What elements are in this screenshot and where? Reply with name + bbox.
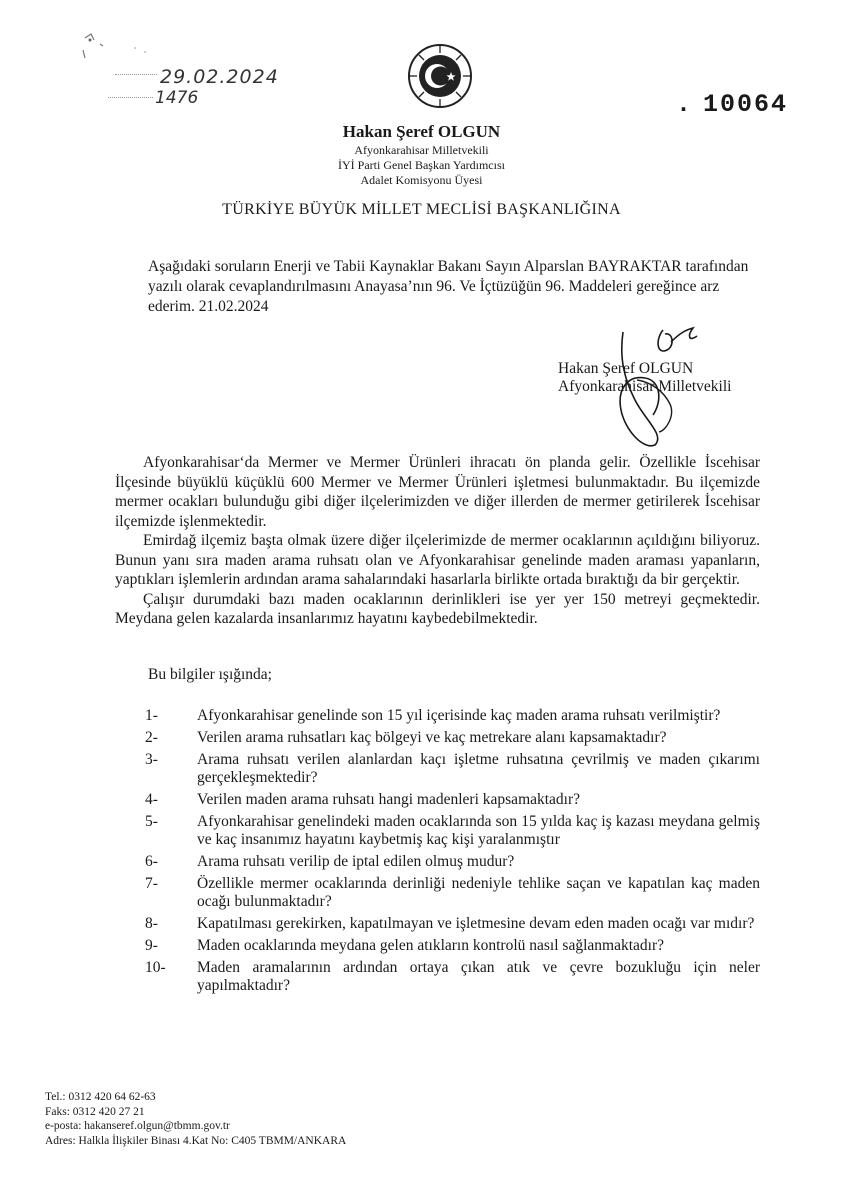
question-item	[115, 751, 760, 787]
sender-title-2: İYİ Parti Genel Başkan Yardımcısı	[338, 158, 505, 172]
question-item	[115, 959, 760, 995]
body-paragraph: Emirdağ ilçemiz başta olmak üzere diğer ilçelerimizde de mermer ocaklarının açıldığını biliyoruz. Bunun yanı sıra maden arama ruhsatı olan ve Afyonkarahisar genelinde maden araması yapanların, yaptıkları işlemlerin ardından arama sahalarındaki hasarlarla birlikte ortada bıraktığı da bir gerçektir.	[115, 532, 760, 588]
body-paragraph: Çalışır durumdaki bazı maden ocaklarının derinlikleri ise yer yer 150 metreyi geçmektedir. Meydana gelen kazalarda insanlarımız hayatını kaybedebilmektedir.	[115, 590, 760, 627]
question-item	[115, 915, 760, 933]
footer-phone: Tel.: 0312 420 64 62-63	[45, 1091, 156, 1103]
question-text: Afyonkarahisar genelinde son 15 yıl içerisinde kaç maden arama ruhsatı verilmiştir?	[197, 707, 721, 724]
questions-list	[115, 707, 760, 999]
body-paragraph: Afyonkarahisar‘da Mermer ve Mermer Ürünleri ihracatı ön planda gelir. Özellikle İscehisar İlçesinde büyüklü küçüklü 600 Mermer ve Mermer Ürünleri işletmesi bulunmaktadır. Bu ilçemizde mermer ocakları bulunduğu gibi diğer ilçelerimizden ve diğer illerden de mermer getirilerek İscehisar ilçemizde işlenmektedir.	[115, 454, 760, 530]
handwritten-signature	[575, 320, 725, 450]
question-number: 6-	[145, 853, 158, 870]
question-text: Arama ruhsatı verilip de iptal edilen olmuş mudur?	[197, 853, 515, 870]
question-number: 2-	[145, 729, 158, 746]
question-text: Maden aramalarının ardından ortaya çıkan atık ve çevre bozukluğu için neler yapılmaktadır?	[197, 959, 760, 994]
question-text: Özellikle mermer ocaklarında derinliği nedeniyle tehlike saçan ve kapatılan kaç maden ocağı bulunmaktadır?	[197, 875, 760, 910]
addressee: TÜRKİYE BÜYÜK MİLLET MECLİSİ BAŞKANLIĞINA	[222, 201, 621, 218]
question-number: 10-	[145, 959, 166, 976]
question-number: 1-	[145, 707, 158, 724]
signature-name: Hakan Şeref OLGUN	[558, 360, 694, 377]
footer-fax: Faks: 0312 420 27 21	[45, 1105, 145, 1118]
questions-lead: Bu bilgiler ışığında;	[148, 666, 272, 683]
question-text: Afyonkarahisar genelindeki maden ocaklarında son 15 yılda kaç iş kazası meydana gelmiş ve kaç insanımız hayatını kaybetmiş kaç kişi yaralanmıştır	[197, 813, 760, 848]
body-text	[115, 453, 760, 629]
registry-date: 29.02.2024	[160, 66, 279, 88]
question-item	[115, 707, 760, 725]
registry-leader-line	[108, 97, 153, 98]
intro-paragraph: Aşağıdaki soruların Enerji ve Tabii Kaynaklar Bakanı Sayın Alparslan BAYRAKTAR tarafından yazılı olarak cevaplandırılmasını Anayasa’nın 96. Ve İçtüzüğün 96. Maddeleri gereğince arz ederim. 21.02.2024	[148, 258, 749, 315]
question-number: 3-	[145, 751, 158, 768]
question-number: 8-	[145, 915, 158, 932]
sender-title-1: Afyonkarahisar Milletvekili	[354, 143, 489, 157]
question-number: 5-	[145, 813, 158, 830]
question-item	[115, 729, 760, 747]
tbmm-emblem-icon	[407, 43, 473, 109]
signature-title: Afyonkarahisar Milletvekili	[558, 378, 732, 395]
question-number: 4-	[145, 791, 158, 808]
registry-leader-line	[115, 74, 157, 75]
registry-ref: 1476	[155, 88, 199, 108]
question-text: Verilen maden arama ruhsatı hangi madenleri kapsamaktadır?	[197, 791, 581, 808]
question-text: Kapatılması gerekirken, kapatılmayan ve işletmesine devam eden maden ocağı var mıdır?	[197, 915, 755, 932]
sender-name: Hakan Şeref OLGUN	[342, 122, 501, 141]
question-text: Arama ruhsatı verilen alanlardan kaçı işletme ruhsatına çevrilmiş ve maden çıkarımı gerçekleşmektedir?	[197, 751, 760, 786]
question-item	[115, 875, 760, 911]
question-text: Maden ocaklarında meydana gelen atıkların kontrolü nasıl sağlanmaktadır?	[197, 937, 664, 954]
question-item	[115, 813, 760, 849]
scan-smudge	[75, 30, 155, 70]
question-item	[115, 791, 760, 809]
sender-title-3: Adalet Komisyonu Üyesi	[360, 173, 483, 187]
question-text: Verilen arama ruhsatları kaç bölgeyi ve kaç metrekare alanı kapsamaktadır?	[197, 729, 667, 746]
question-number: 9-	[145, 937, 158, 954]
question-item	[115, 937, 760, 955]
footer-contact	[45, 1090, 346, 1148]
question-item	[115, 853, 760, 871]
question-number: 7-	[145, 875, 158, 892]
footer-email: e-posta: hakanseref.olgun@tbmm.gov.tr	[45, 1120, 230, 1133]
document-number: . 10064	[676, 90, 789, 119]
footer-address: Adres: Halkla İlişkiler Binası 4.Kat No: C405 TBMM/ANKARA	[45, 1134, 347, 1147]
